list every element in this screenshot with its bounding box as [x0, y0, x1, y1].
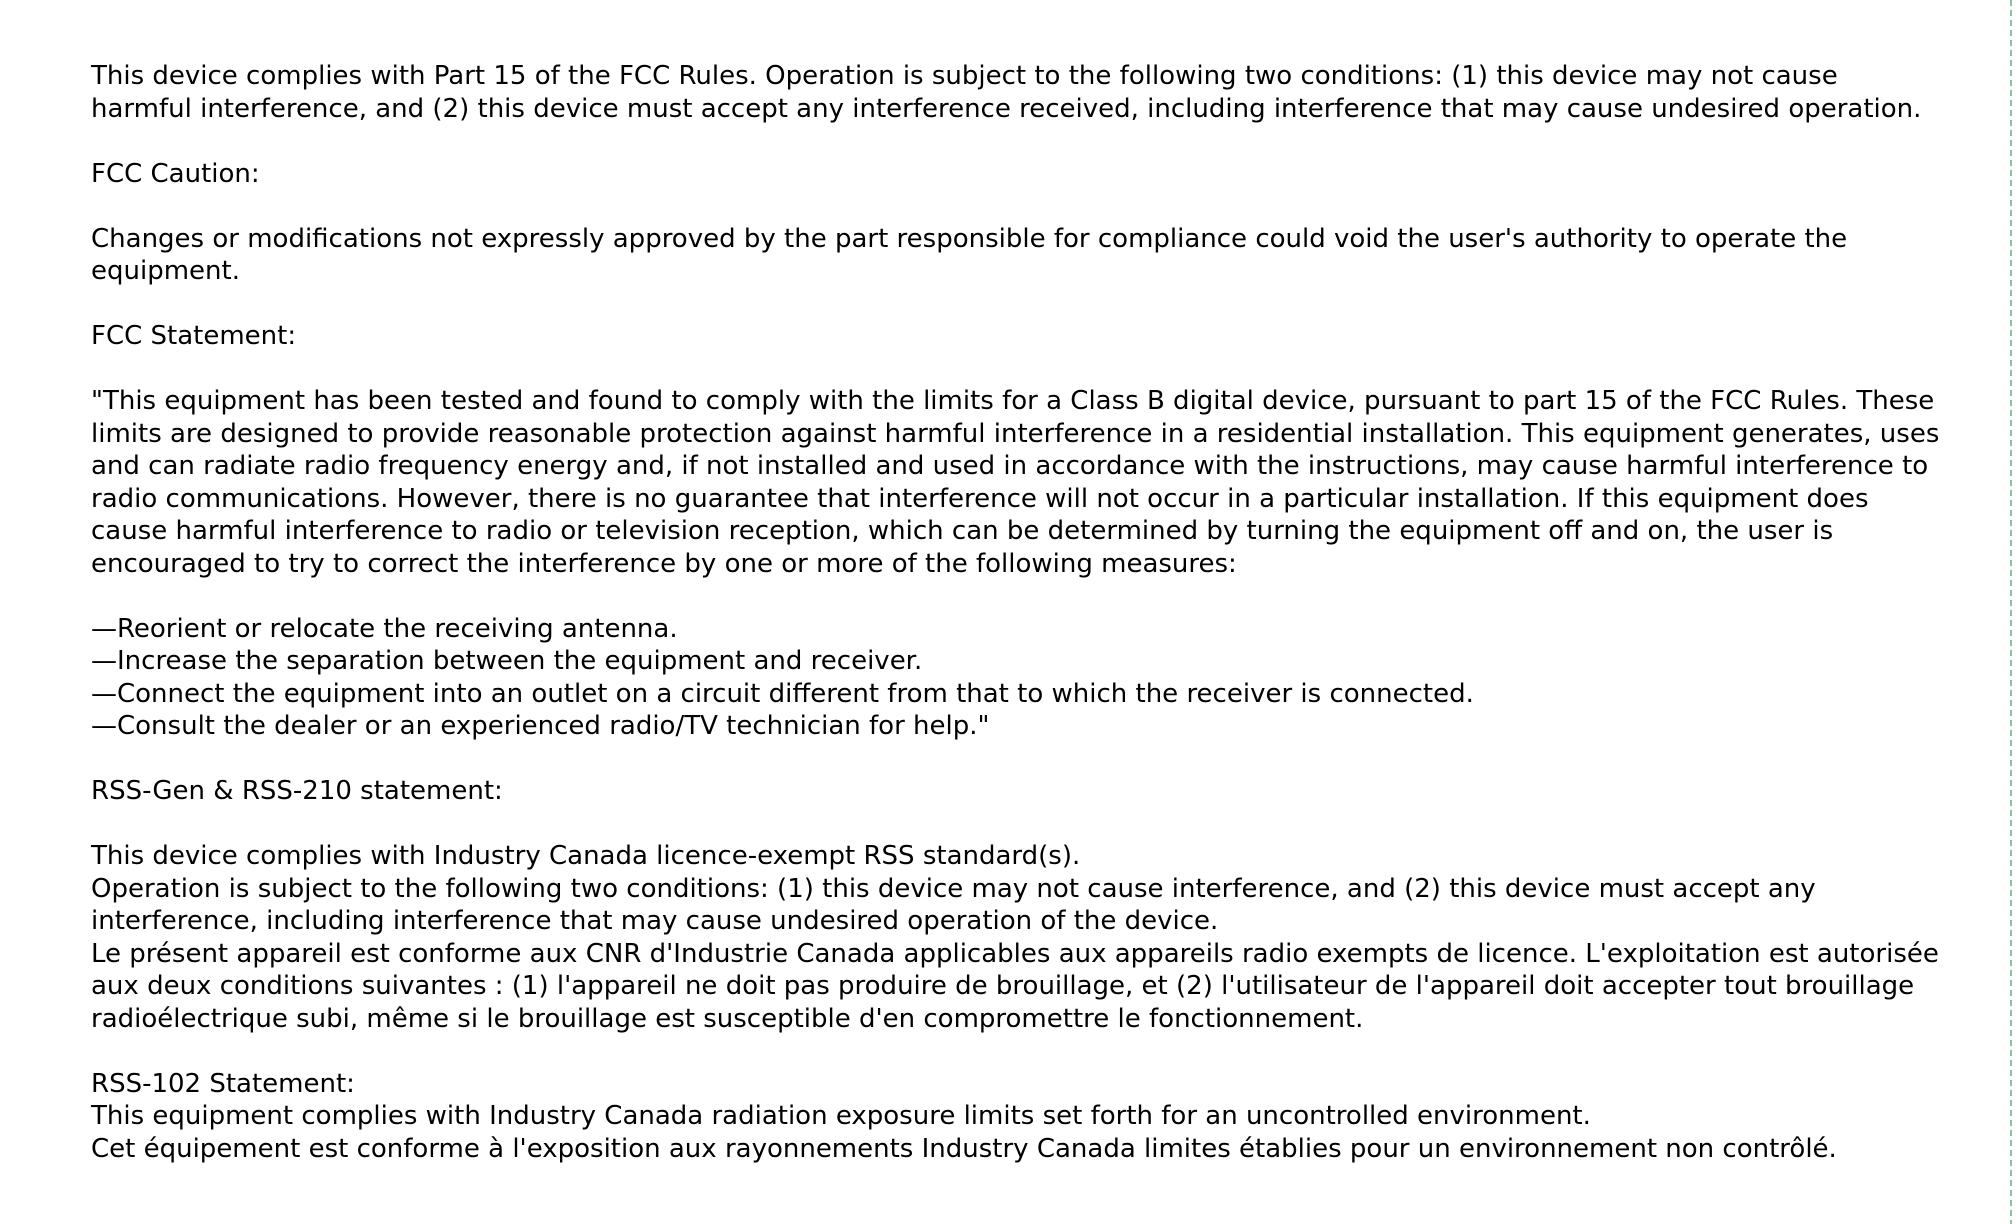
- text-line: aux deux conditions suivantes : (1) l'appareil ne doit pas produire de brouillage, et (2) l'utilisateur de l'appareil doit accepter tout brouillage: [91, 971, 1915, 1001]
- fcc-caution-paragraph: [91, 223, 1971, 288]
- text-line: Changes or modifications not expressly approved by the part responsible for compliance could void the user's authority to operate the: [91, 223, 1848, 254]
- text-line: radio communications. However, there is no guarantee that interference will not occur in a particular installation. If this equipment does: [91, 483, 1869, 514]
- text-line: interference, including interference that may cause undesired operation of the device.: [91, 906, 1219, 936]
- text-line: "This equipment has been tested and found to comply with the limits for a Class B digital device, pursuant to part 15 of the FCC Rules. These: [91, 386, 1935, 416]
- section-heading: FCC Statement:: [91, 321, 297, 351]
- list-item: —Reorient or relocate the receiving antenna.: [91, 613, 678, 644]
- fcc-intro-paragraph: [91, 60, 1971, 125]
- regulatory-document: [91, 60, 1971, 1165]
- text-line: Operation is subject to the following two conditions: (1) this device may not cause interference, and (2) this device must accept any: [91, 873, 1816, 904]
- text-line: This device complies with Part 15 of the FCC Rules. Operation is subject to the following two conditions: (1) this device may not cause: [91, 61, 1838, 91]
- text-line: This device complies with Industry Canada licence-exempt RSS standard(s).: [91, 841, 1081, 871]
- fcc-caution-heading: [91, 158, 1971, 191]
- text-line: Cet équipement est conforme à l'exposition aux rayonnements Industry Canada limites établies pour un environnement non contrôlé.: [91, 1133, 1837, 1164]
- section-heading: FCC Caution:: [91, 158, 260, 189]
- list-item: —Increase the separation between the equipment and receiver.: [91, 646, 923, 676]
- text-line: This equipment complies with Industry Canada radiation exposure limits set forth for an uncontrolled environment.: [91, 1101, 1591, 1131]
- text-line: cause harmful interference to radio or television reception, which can be determined by turning the equipment off and on, the user is: [91, 516, 1834, 546]
- text-line: radioélectrique subi, même si le brouillage est susceptible d'en compromettre le fonctionnement.: [91, 1003, 1364, 1034]
- rss-gen-paragraph: [91, 840, 1971, 1035]
- fcc-statement-paragraph: [91, 385, 1971, 580]
- page-edge-border: [2010, 0, 2012, 1224]
- measures-list: [91, 613, 1971, 743]
- text-line: encouraged to try to correct the interference by one or more of the following measures:: [91, 548, 1237, 579]
- list-item: —Connect the equipment into an outlet on a circuit different from that to which the receiver is connected.: [91, 678, 1474, 709]
- section-heading: RSS-102 Statement:: [91, 1068, 355, 1099]
- text-line: harmful interference, and (2) this device must accept any interference received, including interference that may cause undesired operation.: [91, 93, 1922, 124]
- rss-gen-heading: [91, 775, 1971, 808]
- text-line: Le présent appareil est conforme aux CNR d'Industrie Canada applicables aux appareils radio exempts de licence. L'exploitation est autorisée: [91, 938, 1939, 969]
- list-item: —Consult the dealer or an experienced radio/TV technician for help.": [91, 711, 990, 741]
- text-line: and can radiate radio frequency energy and, if not installed and used in accordance with the instructions, may cause harmful interference to: [91, 451, 1929, 481]
- rss-102-section: [91, 1068, 1971, 1166]
- text-line: limits are designed to provide reasonable protection against harmful interference in a residential installation. This equipment generates, uses: [91, 418, 1940, 449]
- text-line: equipment.: [91, 256, 240, 286]
- section-heading: RSS-Gen & RSS-210 statement:: [91, 776, 503, 806]
- fcc-statement-heading: [91, 320, 1971, 353]
